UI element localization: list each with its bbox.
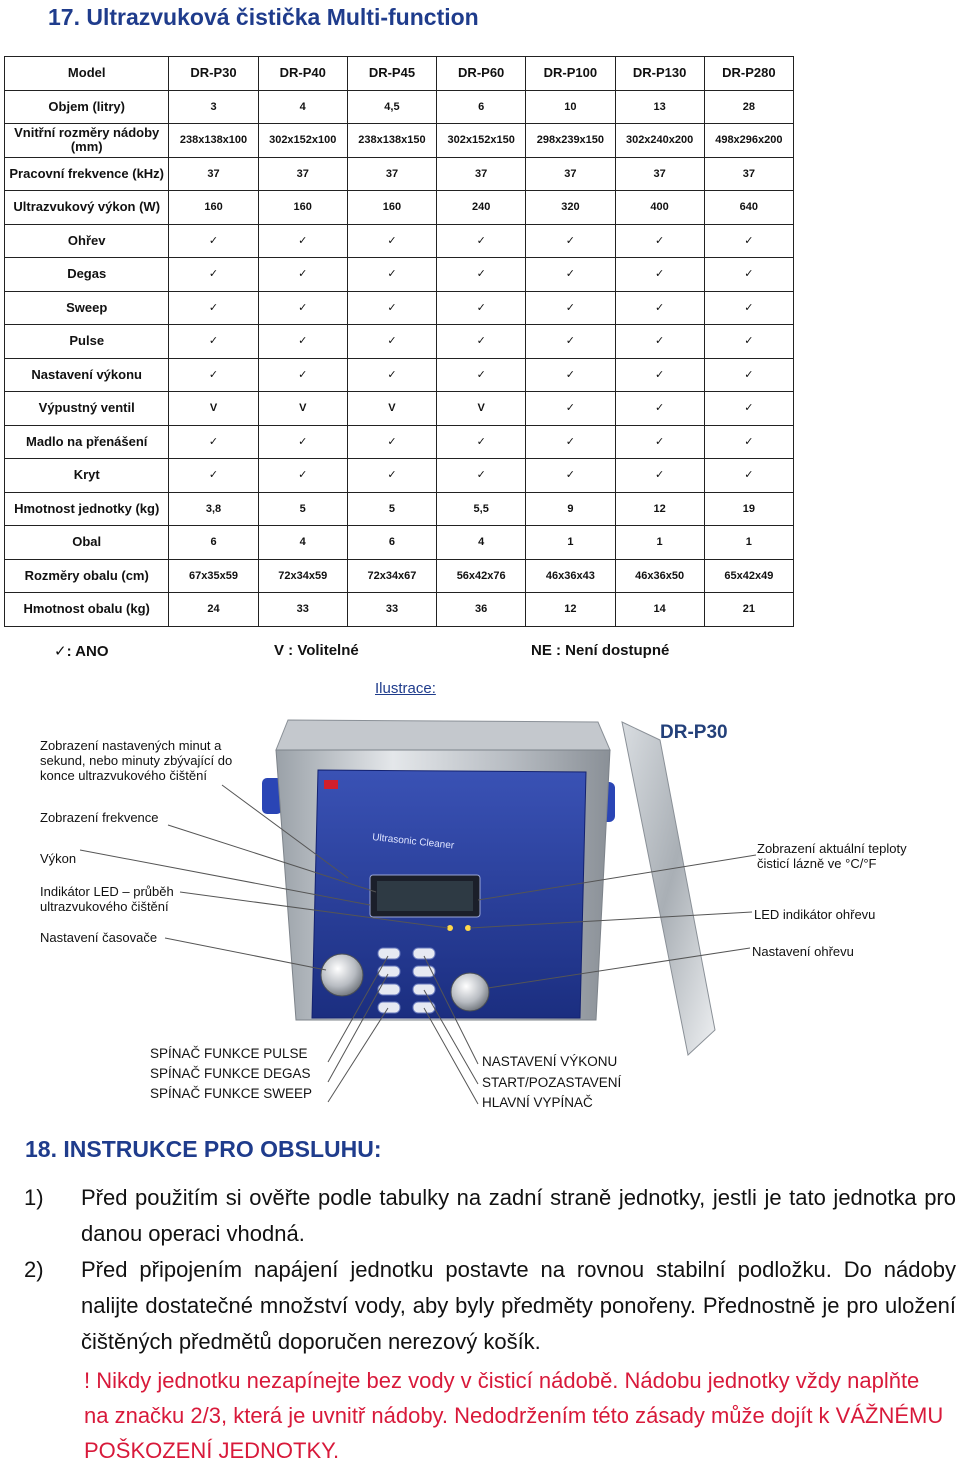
table-cell: 14 [615, 593, 704, 627]
table-cell: 13 [615, 90, 704, 124]
check-icon: ✓ [704, 459, 793, 493]
check-icon: ✓ [615, 425, 704, 459]
check-icon: ✓ [347, 425, 436, 459]
check-icon: ✓ [615, 459, 704, 493]
table-cell: V [169, 392, 258, 426]
row-label: Hmotnost jednotky (kg) [5, 492, 169, 526]
column-header: DR-P45 [347, 57, 436, 91]
table-cell: 302x240x200 [615, 124, 704, 158]
check-icon: ✓ [437, 224, 526, 258]
row-label: Obal [5, 526, 169, 560]
check-icon: ✓ [169, 358, 258, 392]
row-label: Ultrazvukový výkon (W) [5, 191, 169, 225]
table-cell: 12 [615, 492, 704, 526]
table-cell: 37 [615, 157, 704, 191]
table-row [5, 90, 794, 124]
table-cell: 46x36x50 [615, 559, 704, 593]
check-icon: ✓ [437, 425, 526, 459]
check-icon: ✓ [258, 425, 347, 459]
table-row [5, 392, 794, 426]
table-cell: 21 [704, 593, 793, 627]
callout-temperature: Zobrazení aktuální teploty čisticí lázně ve °C/°F [757, 841, 907, 871]
check-icon: ✓ [704, 224, 793, 258]
spec-table [4, 56, 794, 627]
table-cell: V [437, 392, 526, 426]
instruction-2 [24, 1252, 956, 1360]
table-cell: 4 [258, 526, 347, 560]
check-icon: ✓ [258, 325, 347, 359]
table-cell: 1 [526, 526, 615, 560]
row-label: Hmotnost obalu (kg) [5, 593, 169, 627]
table-cell: 302x152x100 [258, 124, 347, 158]
row-label: Degas [5, 258, 169, 292]
row-label: Nastavení výkonu [5, 358, 169, 392]
row-label: Výpustný ventil [5, 392, 169, 426]
check-icon: ✓ [169, 258, 258, 292]
row-label: Rozměry obalu (cm) [5, 559, 169, 593]
row-label: Ohřev [5, 224, 169, 258]
check-icon: ✓ [437, 258, 526, 292]
panel-label: Ultrasonic Cleaner [371, 832, 455, 852]
table-cell: 238x138x150 [347, 124, 436, 158]
check-icon: ✓ [526, 459, 615, 493]
row-label: Madlo na přenášení [5, 425, 169, 459]
table-cell: 5,5 [437, 492, 526, 526]
table-cell: 238x138x100 [169, 124, 258, 158]
row-label: Kryt [5, 459, 169, 493]
table-cell: V [258, 392, 347, 426]
instruction-1 [24, 1180, 956, 1252]
instruction-text: Před připojením napájení jednotku postavte na rovnou stabilní podložku. Do nádoby nalijte dostatečné množství vody, aby byly předměty ponořeny. Přednostně je pro uložení čištěných předmětů doporučen nerezový košík. [81, 1257, 956, 1354]
check-icon: ✓ [526, 258, 615, 292]
instruction-text: Před použitím si ověřte podle tabulky na zadní straně jednotky, jestli je tato jednotka pro danou operaci vhodná. [81, 1185, 956, 1246]
check-icon: ✓ [526, 358, 615, 392]
check-icon: ✓ [347, 358, 436, 392]
table-cell: 56x42x76 [437, 559, 526, 593]
table-cell: 160 [258, 191, 347, 225]
table-cell: 3,8 [169, 492, 258, 526]
table-row [5, 459, 794, 493]
table-header-row [5, 57, 794, 91]
table-cell: 6 [347, 526, 436, 560]
table-cell: 33 [347, 593, 436, 627]
table-cell: 37 [169, 157, 258, 191]
check-icon: ✓ [169, 425, 258, 459]
callout-degas: SPÍNAČ FUNKCE DEGAS [150, 1066, 311, 1081]
callout-power-setting: NASTAVENÍ VÝKONU [482, 1054, 618, 1069]
table-row [5, 526, 794, 560]
table-cell: 4 [258, 90, 347, 124]
check-icon: ✓ [347, 325, 436, 359]
check-icon: ✓ [704, 258, 793, 292]
table-cell: 37 [258, 157, 347, 191]
callout-main-switch: HLAVNÍ VYPÍNAČ [482, 1095, 593, 1110]
row-label: Sweep [5, 291, 169, 325]
callout-minutes: Zobrazení nastavených minut a sekund, nebo minuty zbývající do konce ultrazvukového čištění [40, 738, 233, 783]
column-header: Model [5, 57, 169, 91]
table-cell: 37 [347, 157, 436, 191]
row-label: Vnitřní rozměry nádoby (mm) [5, 124, 169, 158]
check-icon: ✓ [615, 258, 704, 292]
check-icon: ✓ [615, 325, 704, 359]
callout-frequency: Zobrazení frekvence [40, 810, 159, 825]
table-row [5, 224, 794, 258]
check-icon: ✓ [258, 459, 347, 493]
table-cell: 240 [437, 191, 526, 225]
table-row [5, 559, 794, 593]
lid-shape [622, 722, 715, 1055]
check-icon: ✓ [704, 325, 793, 359]
column-header: DR-P100 [526, 57, 615, 91]
check-icon: ✓ [347, 224, 436, 258]
check-icon: ✓ [615, 358, 704, 392]
callout-pulse: SPÍNAČ FUNKCE PULSE [150, 1046, 308, 1061]
callout-led-progress: Indikátor LED – průběh ultrazvukového čištění [40, 884, 174, 914]
column-header: DR-P130 [615, 57, 704, 91]
callout-power: Výkon [40, 851, 77, 866]
table-cell: 4,5 [347, 90, 436, 124]
check-icon: ✓ [169, 325, 258, 359]
table-cell: 4 [437, 526, 526, 560]
table-cell: 72x34x67 [347, 559, 436, 593]
table-cell: 46x36x43 [526, 559, 615, 593]
timer-knob-icon [321, 954, 363, 996]
callout-heat-led: LED indikátor ohřevu [754, 907, 876, 922]
table-cell: 67x35x59 [169, 559, 258, 593]
table-cell: 72x34x59 [258, 559, 347, 593]
callout-timer: Nastavení časovače [40, 930, 158, 945]
check-icon: ✓ [169, 291, 258, 325]
callout-heat-setting: Nastavení ohřevu [752, 944, 854, 959]
table-cell: 498x296x200 [704, 124, 793, 158]
check-icon: ✓ [615, 224, 704, 258]
table-cell: 37 [704, 157, 793, 191]
table-row [5, 291, 794, 325]
instruction-number: 2) [24, 1257, 44, 1282]
table-cell: 160 [347, 191, 436, 225]
check-icon: ✓ [437, 291, 526, 325]
table-cell: 12 [526, 593, 615, 627]
table-row [5, 425, 794, 459]
check-icon: ✓ [258, 358, 347, 392]
model-label: DR-P30 [660, 722, 728, 743]
table-cell: 160 [169, 191, 258, 225]
column-header: DR-P30 [169, 57, 258, 91]
table-cell: 10 [526, 90, 615, 124]
table-cell: 33 [258, 593, 347, 627]
column-header: DR-P40 [258, 57, 347, 91]
row-label: Pulse [5, 325, 169, 359]
check-icon: ✓ [169, 224, 258, 258]
check-icon: ✓ [704, 392, 793, 426]
section-18-title: 18. INSTRUKCE PRO OBSLUHU: [25, 1136, 382, 1162]
row-label: Pracovní frekvence (kHz) [5, 157, 169, 191]
table-cell: 1 [704, 526, 793, 560]
table-cell: 36 [437, 593, 526, 627]
heat-knob-icon [451, 973, 489, 1011]
table-cell: V [347, 392, 436, 426]
table-cell: 302x152x150 [437, 124, 526, 158]
check-icon: ✓ [615, 291, 704, 325]
warning-text: ! Nikdy jednotku nezapínejte bez vody v čisticí nádobě. Nádobu jednotky vždy naplňte na značku 2/3, která je uvnitř nádoby. Nedodržením této zásady může dojít k VÁŽNÉMU POŠKOZENÍ JEDNOTKY. [84, 1368, 944, 1463]
table-cell: 3 [169, 90, 258, 124]
table-cell: 6 [437, 90, 526, 124]
table-row [5, 492, 794, 526]
legend-volitelne: V : Volitelné [274, 642, 359, 659]
section-17-title: 17. Ultrazvuková čistička Multi-function [48, 4, 479, 30]
table-cell: 28 [704, 90, 793, 124]
table-cell: 1 [615, 526, 704, 560]
check-icon: ✓ [704, 291, 793, 325]
table-row [5, 157, 794, 191]
check-icon: ✓ [258, 291, 347, 325]
check-icon: ✓ [437, 459, 526, 493]
table-row [5, 191, 794, 225]
table-row [5, 325, 794, 359]
table-cell: 400 [615, 191, 704, 225]
row-label: Objem (litry) [5, 90, 169, 124]
table-row [5, 358, 794, 392]
instruction-number: 1) [24, 1185, 44, 1210]
check-icon: ✓ [704, 425, 793, 459]
table-row [5, 124, 794, 158]
check-icon: ✓ [258, 258, 347, 292]
column-header: DR-P280 [704, 57, 793, 91]
table-cell: 65x42x49 [704, 559, 793, 593]
legend-ano: ✓: ANO [54, 643, 109, 660]
check-icon: ✓ [526, 325, 615, 359]
table-cell: 6 [169, 526, 258, 560]
check-icon: ✓ [526, 291, 615, 325]
check-icon: ✓ [347, 459, 436, 493]
table-cell: 320 [526, 191, 615, 225]
check-icon: ✓ [347, 258, 436, 292]
table-row [5, 258, 794, 292]
check-icon: ✓ [437, 358, 526, 392]
check-icon: ✓ [169, 459, 258, 493]
legend-ne: NE : Není dostupné [531, 642, 670, 659]
table-cell: 37 [526, 157, 615, 191]
check-icon: ✓ [347, 291, 436, 325]
column-header: DR-P60 [437, 57, 526, 91]
check-icon: ✓ [615, 392, 704, 426]
check-icon: ✓ [526, 425, 615, 459]
callout-start: START/POZASTAVENÍ [482, 1075, 622, 1090]
table-row [5, 593, 794, 627]
table-cell: 37 [437, 157, 526, 191]
table-cell: 5 [347, 492, 436, 526]
table-cell: 640 [704, 191, 793, 225]
check-icon: ✓ [526, 392, 615, 426]
callout-sweep: SPÍNAČ FUNKCE SWEEP [150, 1086, 313, 1101]
table-cell: 19 [704, 492, 793, 526]
check-icon: ✓ [704, 358, 793, 392]
table-cell: 5 [258, 492, 347, 526]
check-icon: ✓ [437, 325, 526, 359]
check-icon: ✓ [526, 224, 615, 258]
table-cell: 298x239x150 [526, 124, 615, 158]
table-cell: 9 [526, 492, 615, 526]
table-cell: 24 [169, 593, 258, 627]
check-icon: ✓ [258, 224, 347, 258]
illustration-title: Ilustrace: [375, 680, 436, 697]
